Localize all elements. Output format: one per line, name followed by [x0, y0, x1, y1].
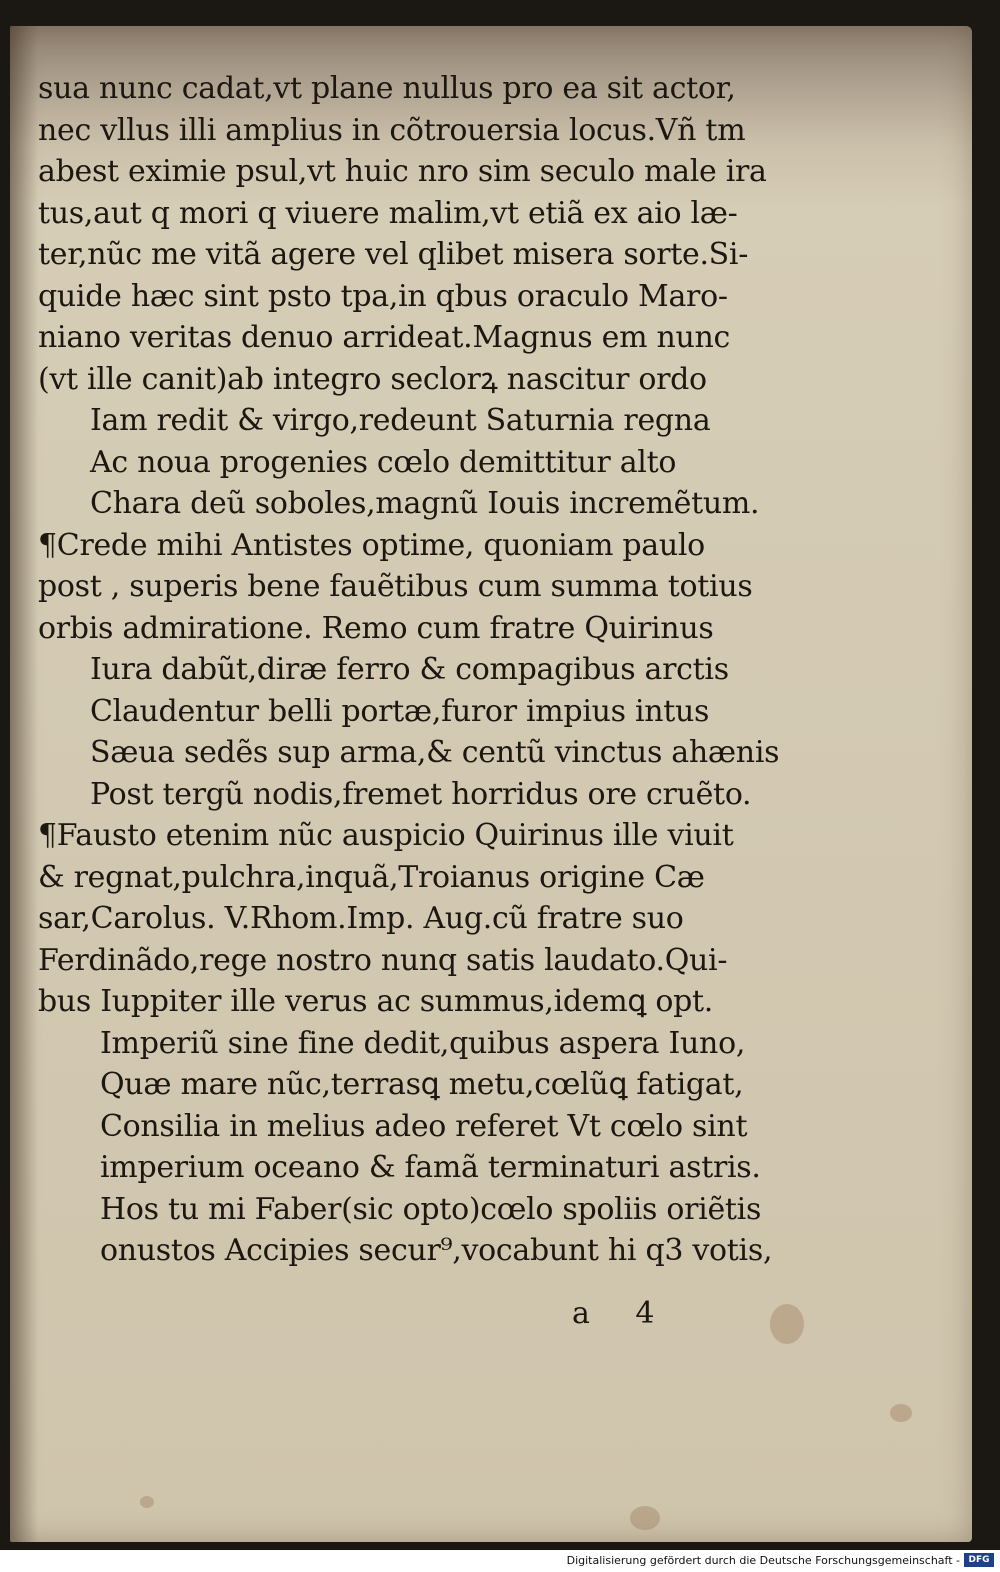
text-line: Iura dabũt,diræ ferro & compagibus arctis: [90, 652, 729, 687]
text-line: sar,Carolus. V.Rhom.Imp. Aug.cũ fratre suo: [38, 901, 684, 936]
text-line: Post tergũ nodis,fremet horridus ore cruẽto.: [90, 776, 752, 812]
text-line: Quæ mare nũc,terrasꝗ metu,cœlũꝗ fatigat,: [100, 1067, 744, 1102]
text-line: Imperiũ sine fine dedit,quibus aspera Iuno,: [100, 1025, 746, 1061]
text-line: Consilia in melius adeo referet Vt cœlo sint: [100, 1108, 748, 1144]
text-line: imperium oceano & famã terminaturi astris.: [100, 1150, 761, 1185]
text-line: quide hæc sint psto tpa,in qbus oraculo Maro-: [38, 278, 728, 314]
text-line: abest eximie psul,vt huic nro sim seculo male ira: [38, 154, 767, 189]
text-line: Ac noua progenies cœlo demittitur alto: [90, 444, 677, 480]
text-line: tus,aut q mori q viuere malim,vt etiã ex aio læ-: [38, 195, 738, 231]
text-line: sua nunc cadat,vt plane nullus pro ea sit actor,: [38, 71, 736, 106]
dfg-logo: DFG: [964, 1553, 994, 1567]
foxing-stain: [140, 1496, 154, 1508]
text-line: Iam redit & virgo,redeunt Saturnia regna: [90, 403, 711, 438]
text-line: Sæua sedẽs sup arma,& centũ vinctus ahænis: [90, 735, 780, 770]
foxing-stain: [770, 1304, 804, 1344]
text-line: onustos Accipies secur⁹,vocabunt hi q3 votis,: [100, 1233, 773, 1268]
text-line: ¶Crede mihi Antistes optime, quoniam paulo: [38, 527, 705, 563]
text-line: & regnat,pulchra,inquã,Troianus origine Cæ: [38, 859, 705, 895]
text-line: Ferdinãdo,rege nostro nunq satis laudato.Qui-: [38, 942, 728, 978]
text-line: post , superis bene fauẽtibus cum summa totius: [38, 569, 753, 604]
text-line: ter,nũc me vitã agere vel qlibet misera sorte.Si-: [38, 237, 749, 272]
page-text-block: [38, 68, 818, 1272]
text-line: orbis admiratione. Remo cum fratre Quirinus: [38, 610, 714, 646]
text-line: Claudentur belli portæ,furor impius intus: [90, 693, 710, 729]
funding-credit: Digitalisierung gefördert durch die Deutsche Forschungsgemeinschaft -: [566, 1554, 960, 1567]
text-line: Chara deũ soboles,magnũ Iouis incremẽtum.: [90, 486, 760, 521]
foxing-stain: [890, 1404, 912, 1422]
text-line: Hos tu mi Faber(sic opto)cœlo spoliis oriẽtis: [100, 1191, 762, 1227]
foxing-stain: [630, 1506, 660, 1530]
page-signature: a 4: [572, 1296, 673, 1331]
digitization-footer: [0, 1550, 1000, 1572]
text-line: nec vllus illi amplius in cõtrouersia locus.Vñ tm: [38, 112, 746, 148]
text-line: bus Iuppiter ille verus ac summus,idemꝗ opt.: [38, 984, 714, 1019]
text-line: ¶Fausto etenim nũc auspicio Quirinus ille viuit: [38, 818, 734, 853]
text-line: (vt ille canit)ab integro seclorꝝ nascitur ordo: [38, 361, 707, 397]
text-line: niano veritas denuo arrideat.Magnus em nunc: [38, 320, 731, 355]
